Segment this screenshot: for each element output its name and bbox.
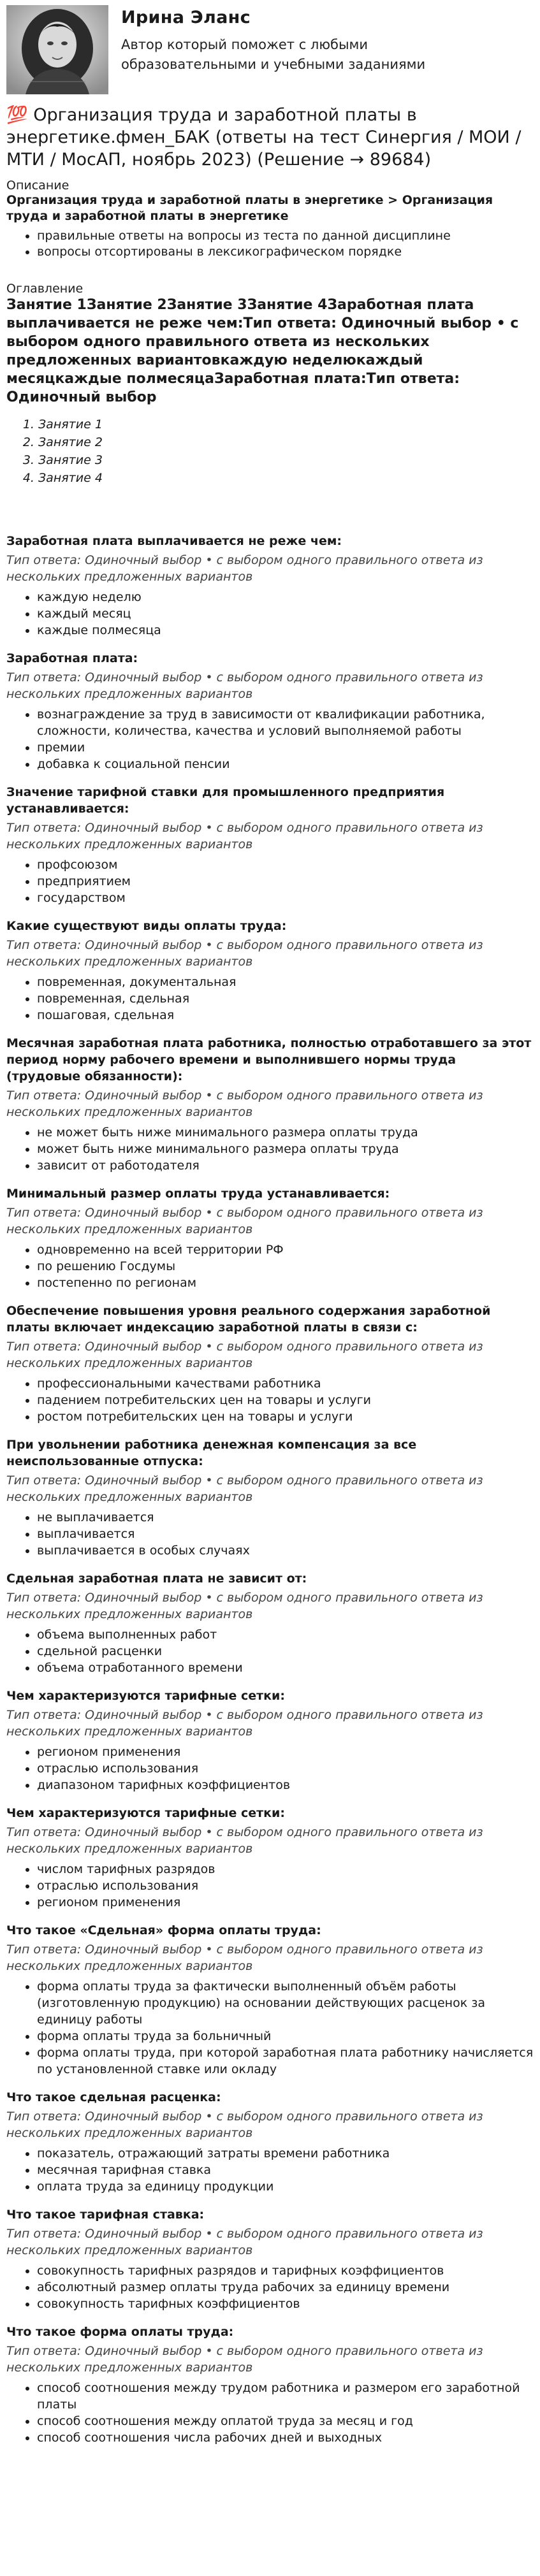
answer-option: • форма оплаты труда, при которой заработная плата работнику начисляется по установленной ставке или окладу (37, 2044, 534, 2078)
description-bullets (6, 228, 534, 260)
answer-option: • вознаграждение за труд в зависимости от квалификации работника, сложности, количества, качества и условий выполняемой работы (37, 706, 534, 739)
answer-options (6, 2145, 534, 2195)
answer-type: Тип ответа: Одиночный выбор • с выбором одного правильного ответа из нескольких предложенных вариантов (6, 1473, 483, 1504)
lesson-list (6, 416, 534, 487)
answer-options (6, 706, 534, 772)
author-name[interactable]: Ирина Эланс (121, 8, 251, 27)
answer-option: • пошаговая, сдельная (37, 1007, 534, 1024)
answer-type: Тип ответа: Одиночный выбор • с выбором одного правильного ответа из нескольких предложенных вариантов (6, 821, 483, 851)
answer-option: • может быть ниже минимального размера оплаты труда (37, 1141, 534, 1157)
question-block (6, 1303, 534, 1425)
answer-option: • выплачивается (37, 1526, 534, 1542)
answer-options (6, 1375, 534, 1425)
answer-options (6, 1744, 534, 1793)
answer-options (6, 974, 534, 1024)
answer-option: • сдельной расценки (37, 1643, 534, 1660)
answer-option: • каждый месяц (37, 605, 534, 622)
answer-type: Тип ответа: Одиночный выбор • с выбором одного правильного ответа из нескольких предложенных вариантов (6, 938, 483, 969)
lesson-link[interactable]: 1. Занятие 1 (38, 416, 534, 433)
answer-options (6, 857, 534, 906)
toc-summary: Занятие 1Занятие 2Занятие 3Занятие 4Заработная плата выплачивается не реже чем:Тип ответа: Одиночный выбор • с выбором одного правильного ответа из нескольких предложенных вариантовкаждую неделюкаждый месяцкаждые полмесяцаЗаработная плата:Тип ответа: Одиночный выбор (6, 297, 519, 405)
answer-option: • каждую неделю (37, 589, 534, 605)
answer-option: • добавка к социальной пенсии (37, 756, 534, 772)
description-bullet: • вопросы отсортированы в лексикографическом порядке (37, 244, 534, 260)
answer-option: • не выплачивается (37, 1509, 534, 1526)
answer-type: Тип ответа: Одиночный выбор • с выбором одного правильного ответа из нескольких предложенных вариантов (6, 1340, 483, 1370)
author-description: Автор который поможет с любыми образовательными и учебными заданиями (121, 37, 426, 72)
question-title: При увольнении работника денежная компенсация за все неиспользованные отпуска: (6, 1438, 417, 1468)
question-block (6, 533, 534, 639)
answer-option: • совокупность тарифных разрядов и тарифных коэффициентов (37, 2262, 534, 2279)
question-title: Заработная плата: (6, 651, 138, 665)
answer-type: Тип ответа: Одиночный выбор • с выбором одного правильного ответа из нескольких предложенных вариантов (6, 670, 483, 701)
question-list (6, 533, 534, 2446)
author-header (6, 0, 534, 104)
answer-option: • ростом потребительских цен на товары и услуги (37, 1408, 534, 1425)
author-meta (121, 5, 504, 75)
answer-type: Тип ответа: Одиночный выбор • с выбором одного правильного ответа из нескольких предложенных вариантов (6, 2227, 483, 2257)
answer-option: • профессиональными качествами работника (37, 1375, 534, 1392)
question-title: Что такое форма оплаты труда: (6, 2325, 234, 2339)
question-block (6, 1185, 534, 1291)
answer-option: • абсолютный размер оплаты труда рабочих за единицу времени (37, 2279, 534, 2296)
answer-option: • способ соотношения числа рабочих дней и выходных (37, 2429, 534, 2446)
answer-option: • не может быть ниже минимального размера оплаты труда (37, 1124, 534, 1141)
question-title: Сдельная заработная плата не зависит от: (6, 1572, 307, 1586)
question-title: Чем характеризуются тарифные сетки: (6, 1806, 285, 1820)
lesson-link[interactable]: 3. Занятие 3 (38, 451, 534, 469)
answer-type: Тип ответа: Одиночный выбор • с выбором одного правильного ответа из нескольких предложенных вариантов (6, 2109, 483, 2140)
answer-type: Тип ответа: Одиночный выбор • с выбором одного правильного ответа из нескольких предложенных вариантов (6, 553, 483, 584)
answer-option: • государством (37, 890, 534, 906)
answer-options (6, 1509, 534, 1559)
question-title: Значение тарифной ставки для промышленного предприятия устанавливается: (6, 785, 445, 816)
answer-type: Тип ответа: Одиночный выбор • с выбором одного правильного ответа из нескольких предложенных вариантов (6, 1708, 483, 1739)
answer-options (6, 1978, 534, 2078)
question-block (6, 2324, 534, 2446)
answer-option: • числом тарифных разрядов (37, 1861, 534, 1878)
question-title: Обеспечение повышения уровня реального содержания заработной платы включает индексацию заработной платы в связи с: (6, 1304, 491, 1335)
answer-option: • форма оплаты труда за фактически выполненный объём работы (изготовленную продукцию) на основании действующих расценок за единицу работы (37, 1978, 534, 2028)
answer-option: • объема выполненных работ (37, 1626, 534, 1643)
answer-option: • способ соотношения между оплатой труда за месяц и год (37, 2413, 534, 2429)
answer-option: • выплачивается в особых случаях (37, 1542, 534, 1559)
question-block (6, 2206, 534, 2312)
toc-label: Оглавление (6, 282, 84, 296)
answer-options (6, 2380, 534, 2446)
question-block (6, 1688, 534, 1793)
question-block (6, 1436, 534, 1559)
subject-path: Организация труда и заработной платы в энергетике > Организация труда и заработной платы в энергетике (6, 193, 493, 223)
description-bullet: • правильные ответы на вопросы из теста по данной дисциплине (37, 228, 534, 244)
answer-option: • диапазоном тарифных коэффициентов (37, 1777, 534, 1793)
document-title: 💯 Организация труда и заработной платы в энергетике.фмен_БАК (ответы на тест Синергия / МОИ / МТИ / МосАП, ноябрь 2023) (Решение → 89684) (6, 105, 522, 170)
answer-option: • совокупность тарифных коэффициентов (37, 2296, 534, 2312)
answer-option: • повременная, документальная (37, 974, 534, 990)
answer-type: Тип ответа: Одиночный выбор • с выбором одного правильного ответа из нескольких предложенных вариантов (6, 1825, 483, 1856)
answer-option: • премии (37, 739, 534, 756)
answer-options (6, 2262, 534, 2312)
answer-options (6, 1124, 534, 1174)
question-block (6, 1805, 534, 1911)
answer-option: • форма оплаты труда за больничный (37, 2028, 534, 2044)
answer-type: Тип ответа: Одиночный выбор • с выбором одного правильного ответа из нескольких предложенных вариантов (6, 1206, 483, 1236)
spacer (6, 487, 534, 533)
question-title: Что такое сдельная расценка: (6, 2090, 221, 2104)
question-title: Что такое тарифная ставка: (6, 2208, 205, 2222)
answer-option: • объема отработанного времени (37, 1660, 534, 1676)
answer-option: • каждые полмесяца (37, 622, 534, 639)
answer-option: • предприятием (37, 873, 534, 890)
question-block (6, 1035, 534, 1174)
answer-option: • одновременно на всей территории РФ (37, 1241, 534, 1258)
answer-options (6, 1241, 534, 1291)
question-title: Месячная заработная плата работника, полностью отработавшего за этот период норму рабочего времени и выполнившего нормы труда (трудовые обязанности): (6, 1036, 532, 1083)
question-title: Какие существуют виды оплаты труда: (6, 919, 287, 933)
answer-option: • способ соотношения между трудом работника и размером его заработной платы (37, 2380, 534, 2413)
answer-option: • зависит от работодателя (37, 1157, 534, 1174)
question-title: Чем характеризуются тарифные сетки: (6, 1689, 285, 1703)
answer-option: • оплата труда за единицу продукции (37, 2178, 534, 2195)
answer-option: • регионом применения (37, 1744, 534, 1760)
answer-options (6, 589, 534, 639)
question-block (6, 1570, 534, 1676)
question-title: Заработная плата выплачивается не реже чем: (6, 534, 342, 548)
answer-options (6, 1861, 534, 1911)
question-block (6, 784, 534, 906)
answer-option: • профсоюзом (37, 857, 534, 873)
answer-option: • месячная тарифная ставка (37, 2162, 534, 2178)
answer-option: • показатель, отражающий затраты времени работника (37, 2145, 534, 2162)
answer-type: Тип ответа: Одиночный выбор • с выбором одного правильного ответа из нескольких предложенных вариантов (6, 1089, 483, 1119)
question-block (6, 2089, 534, 2195)
question-block (6, 1922, 534, 2078)
avatar[interactable] (6, 5, 108, 94)
answer-type: Тип ответа: Одиночный выбор • с выбором одного правильного ответа из нескольких предложенных вариантов (6, 1591, 483, 1621)
answer-option: • отраслью использования (37, 1760, 534, 1777)
answer-type: Тип ответа: Одиночный выбор • с выбором одного правильного ответа из нескольких предложенных вариантов (6, 1943, 483, 1973)
answer-option: • регионом применения (37, 1894, 534, 1911)
answer-option: • по решению Госдумы (37, 1258, 534, 1275)
lesson-link[interactable]: 2. Занятие 2 (38, 433, 534, 451)
answer-type: Тип ответа: Одиночный выбор • с выбором одного правильного ответа из нескольких предложенных вариантов (6, 2344, 483, 2375)
answer-options (6, 1626, 534, 1676)
question-title: Что такое «Сдельная» форма оплаты труда: (6, 1923, 321, 1937)
question-title: Минимальный размер оплаты труда устанавливается: (6, 1187, 390, 1201)
answer-option: • постепенно по регионам (37, 1275, 534, 1291)
question-block (6, 918, 534, 1024)
answer-option: • отраслью использования (37, 1878, 534, 1894)
description-label: Описание (6, 178, 69, 192)
lesson-link[interactable]: 4. Занятие 4 (38, 469, 534, 487)
answer-option: • падением потребительских цен на товары и услуги (37, 1392, 534, 1408)
answer-option: • повременная, сдельная (37, 990, 534, 1007)
question-block (6, 650, 534, 772)
